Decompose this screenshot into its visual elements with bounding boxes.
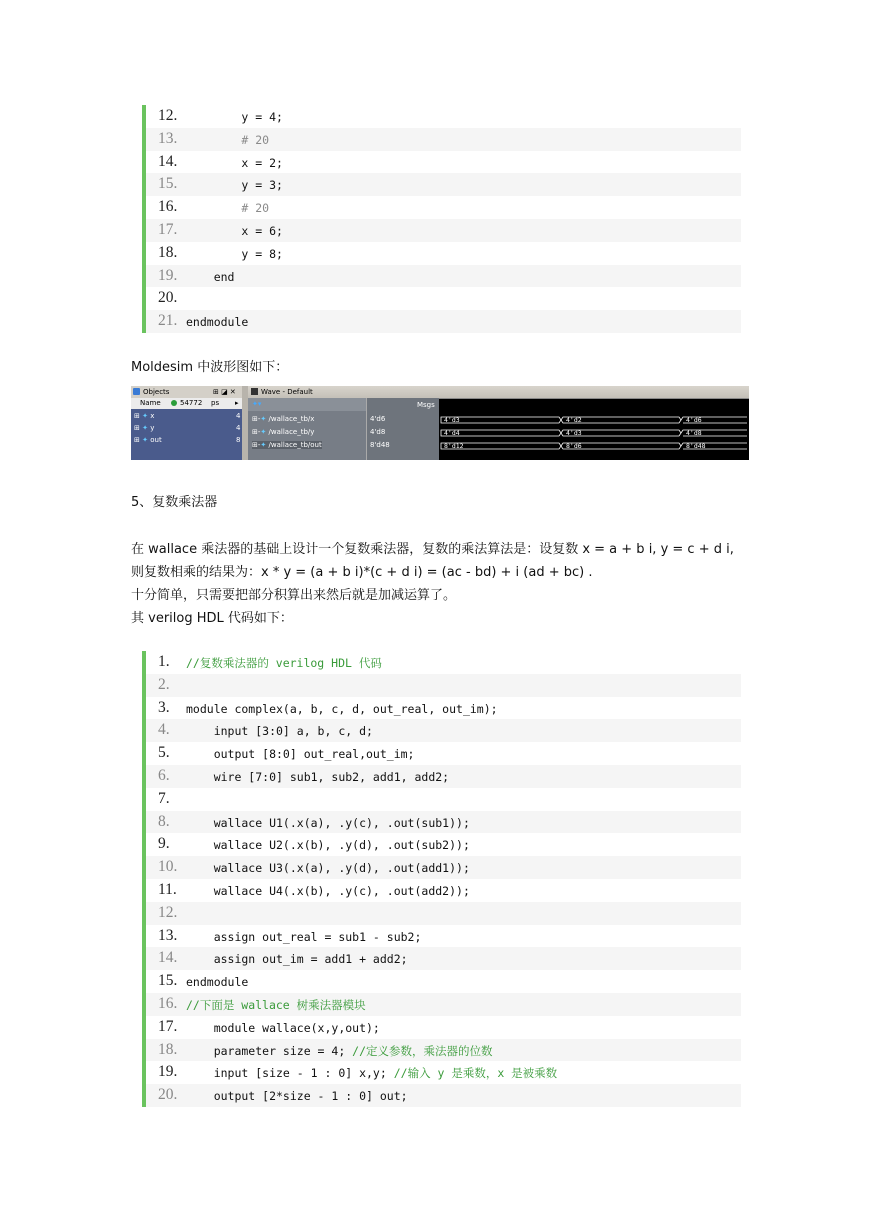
- line-number: 18.: [158, 1040, 178, 1058]
- object-item-y[interactable]: ⊞ ✦ y: [134, 424, 155, 432]
- wave-icon: [251, 388, 258, 395]
- line-number: 14.: [158, 949, 178, 967]
- line-number: 15.: [158, 972, 178, 990]
- object-item-out[interactable]: ⊞ ✦ out: [134, 436, 162, 444]
- line-number: 12.: [158, 107, 178, 124]
- code-text: input [3:0] a, b, c, d;: [186, 724, 373, 739]
- intro-paragraph: 在 wallace 乘法器的基础上设计一个复数乘法器，复数的乘法算法是：设复数 x = a + b i, y = c + d i, 则复数相乘的结果为：x * y = (a + b i)*(c + d i) = (ac - bd) + i (ad + bc) .: [131, 542, 734, 580]
- code-text: //复数乘法器的 verilog HDL 代码: [186, 656, 382, 670]
- code-text: endmodule: [186, 975, 249, 990]
- line-number: 1.: [158, 653, 170, 670]
- code-line: [146, 833, 741, 856]
- code-line: [146, 196, 741, 219]
- line-number: 17.: [158, 220, 178, 238]
- wave-title: Wave - Default: [261, 388, 313, 396]
- wave-value: 8'd12: [444, 442, 464, 450]
- expand-icon[interactable]: ⊞: [134, 424, 140, 432]
- wave-msg-column: [366, 398, 439, 460]
- code-text: wire [7:0] sub1, sub2, add1, add2;: [186, 769, 450, 784]
- wave-value: 8'd48: [686, 442, 706, 450]
- wave-tool-icon[interactable]: ✦▾: [252, 400, 262, 408]
- code-line: [146, 742, 741, 765]
- wave-area[interactable]: [439, 413, 749, 460]
- line-number: 21.: [158, 312, 178, 330]
- code-line: [146, 151, 741, 174]
- time-icon: [171, 400, 177, 406]
- line-number: 5.: [158, 744, 170, 762]
- wave-value: 4'd3: [444, 416, 460, 424]
- code-text: wallace U2(.x(b), .y(d), .out(sub2));: [186, 838, 470, 853]
- objects-icon: [133, 388, 140, 395]
- line-number: 6.: [158, 766, 170, 784]
- wave-value: 4'd2: [566, 416, 582, 424]
- code-line: [146, 265, 741, 288]
- code-line: [146, 105, 741, 128]
- line-number: 17.: [158, 1017, 178, 1035]
- msg-out: 8'd48: [370, 441, 390, 449]
- line-number: 12.: [158, 903, 178, 921]
- code-text: y = 8;: [186, 246, 283, 261]
- object-item-x[interactable]: ⊞ ✦ x: [134, 412, 155, 420]
- objects-header-name: Name: [140, 399, 161, 407]
- code-line: [146, 1016, 741, 1039]
- line-number: 16.: [158, 198, 178, 216]
- line-number: 19.: [158, 266, 178, 284]
- expand-icon[interactable]: ⊞: [134, 436, 140, 444]
- line-number: 7.: [158, 789, 170, 807]
- code-line: [146, 993, 741, 1016]
- code-text: output [8:0] out_real,out_im;: [186, 747, 415, 762]
- code-line: [146, 856, 741, 879]
- code-text: wallace U4(.x(b), .y(c), .out(add2));: [186, 883, 470, 898]
- code-line: [146, 879, 741, 902]
- arrow-right-icon[interactable]: ▸: [235, 399, 239, 407]
- code-line: [146, 219, 741, 242]
- line-number: 20.: [158, 1086, 178, 1104]
- code-text: end: [186, 269, 235, 284]
- wave-value: 8'd6: [566, 442, 582, 450]
- code-line: [146, 811, 741, 834]
- line-number: 15.: [158, 175, 178, 193]
- signal-out[interactable]: ⊞-✦ /wallace_tb/out: [252, 441, 322, 449]
- code-line: [146, 1039, 741, 1062]
- code-text: endmodule: [186, 315, 249, 330]
- line-number: 16.: [158, 994, 178, 1012]
- object-value-y: 4: [236, 424, 241, 432]
- code-line: [146, 173, 741, 196]
- line-number: 4.: [158, 721, 170, 739]
- code-line: [146, 788, 741, 811]
- code-comment: //输入 y 是乘数，x 是被乘数: [393, 1066, 558, 1081]
- caption-waveform: Moldesim 中波形图如下：: [131, 360, 289, 375]
- msg-y: 4'd8: [370, 428, 386, 436]
- code-text: wallace U3(.x(a), .y(d), .out(add1));: [186, 861, 470, 876]
- line-number: 19.: [158, 1063, 178, 1081]
- wave-name-column: [248, 398, 366, 460]
- code-intro: 其 verilog HDL 代码如下：: [131, 611, 293, 626]
- line-number: 9.: [158, 835, 170, 853]
- msgs-header: Msgs: [417, 401, 435, 409]
- wave-value: 4'd4: [444, 429, 460, 437]
- wave-value: 4'd3: [566, 429, 582, 437]
- section-heading: 5、复数乘法器: [131, 495, 218, 510]
- code-line: [146, 1084, 741, 1107]
- code-text: //下面是 wallace 树乘法器模块: [186, 997, 366, 1012]
- line-number: 13.: [158, 129, 178, 147]
- line-number: 11.: [158, 880, 177, 898]
- signal-y[interactable]: ⊞-✦ /wallace_tb/y: [252, 428, 315, 436]
- simple-note: 十分简单，只需要把部分积算出来然后就是加减运算了。: [131, 588, 457, 603]
- line-number: 14.: [158, 152, 178, 170]
- wave-panel: [248, 386, 749, 460]
- code-text: input [size - 1 : 0] x,y; //输入 y 是乘数，x 是被乘数: [186, 1066, 558, 1081]
- code-text: output [2*size - 1 : 0] out;: [186, 1089, 408, 1104]
- code-text: assign out_real = sub1 - sub2;: [186, 929, 422, 944]
- line-number: 3.: [158, 698, 170, 716]
- code-line: [146, 925, 741, 948]
- object-value-x: 4: [236, 412, 241, 420]
- code-text: assign out_im = add1 + add2;: [186, 952, 408, 967]
- wave-value: 4'd6: [686, 416, 702, 424]
- code-text: x = 2;: [186, 155, 283, 170]
- code-line: [146, 310, 741, 333]
- code-text: module complex(a, b, c, d, out_real, out_im);: [186, 701, 498, 716]
- code-line: [146, 128, 741, 151]
- code-line: [146, 947, 741, 970]
- code-text: module wallace(x,y,out);: [186, 1020, 380, 1035]
- code-text: x = 6;: [186, 223, 283, 238]
- code-line: [146, 970, 741, 993]
- objects-title: Objects: [143, 388, 170, 396]
- line-number: 13.: [158, 926, 178, 944]
- line-number: 2.: [158, 675, 170, 693]
- code-line: [146, 1061, 741, 1084]
- code-line: [146, 242, 741, 265]
- object-value-out: 8: [236, 436, 241, 444]
- line-number: 18.: [158, 243, 178, 261]
- code-text: y = 4;: [186, 110, 283, 124]
- code-line: [146, 697, 741, 720]
- wave-value: 4'd8: [686, 429, 702, 437]
- signal-x[interactable]: ⊞-✦ /wallace_tb/x: [252, 415, 315, 423]
- code-line: [146, 765, 741, 788]
- code-block-1: [142, 105, 741, 333]
- modelsim-screenshot: [131, 386, 749, 460]
- objects-header-time: 54772: [180, 399, 203, 407]
- code-line: [146, 651, 741, 674]
- objects-panel: [131, 386, 242, 460]
- code-line: [146, 719, 741, 742]
- expand-icon[interactable]: ⊞: [134, 412, 140, 420]
- objects-header-unit: ps: [211, 399, 220, 407]
- code-text: # 20: [186, 201, 270, 216]
- code-text: # 20: [186, 132, 270, 147]
- code-text: parameter size = 4; //定义参数，乘法器的位数: [186, 1043, 493, 1058]
- objects-list: [131, 409, 242, 460]
- waveforms: [439, 413, 749, 460]
- code-line: [146, 674, 741, 697]
- code-text: wallace U1(.x(a), .y(c), .out(sub1));: [186, 815, 470, 830]
- panel-controls-icon[interactable]: ⊞ ◪ ✕: [213, 388, 236, 396]
- expand-icon[interactable]: ⊞: [252, 428, 258, 436]
- line-number: 20.: [158, 289, 178, 307]
- expand-icon[interactable]: ⊞: [252, 441, 258, 449]
- code-line: [146, 287, 741, 310]
- msg-x: 4'd6: [370, 415, 386, 423]
- expand-icon[interactable]: ⊞: [252, 415, 258, 423]
- code-block-2: [142, 651, 741, 1107]
- code-line: [146, 902, 741, 925]
- line-number: 8.: [158, 812, 170, 830]
- code-comment: //定义参数，乘法器的位数: [352, 1043, 493, 1058]
- line-number: 10.: [158, 858, 178, 876]
- code-text: y = 3;: [186, 178, 283, 193]
- wave-toolbar: [248, 398, 366, 411]
